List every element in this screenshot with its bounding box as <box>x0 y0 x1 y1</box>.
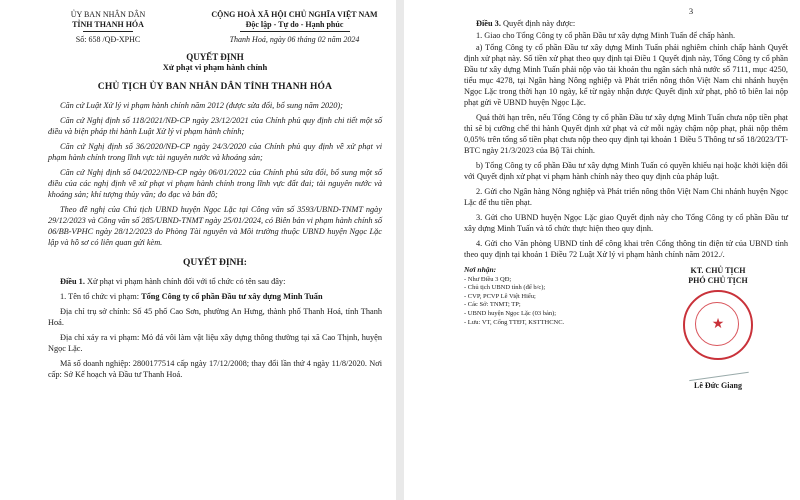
agency-line-2: TỈNH THANH HÓA <box>72 20 144 29</box>
document-header <box>48 10 382 35</box>
authority-heading: CHỦ TỊCH ỦY BAN NHÂN DÂN TỈNH THANH HÓA <box>97 82 333 92</box>
national-motto <box>207 10 382 35</box>
legal-basis-2: Căn cứ Nghị định số 118/2021/NĐ-CP ngày 23/12/2021 của Chính phủ quy định chi tiết một số điều và biện pháp thi hành Luật Xử lý vi phạm hành chính; <box>48 116 382 136</box>
recipient-item: - UBND huyện Ngọc Lặc (03 bản); <box>464 309 557 317</box>
violator-name <box>48 291 382 302</box>
signer-role-2: PHÓ CHỦ TỊCH <box>688 276 748 285</box>
violator-name-value: Tổng Công ty cổ phần Đầu tư xây dựng Minh Tuấn <box>141 292 323 301</box>
recipient-item: - Các Sở: TNMT; TP; <box>464 301 521 309</box>
article-1-heading: Điều 1. <box>60 277 85 286</box>
legal-basis-3: Căn cứ Nghị định số 36/2020/NĐ-CP ngày 24/3/2020 của Chính phủ quy định về xử phạt vi phạm hành chính trong lĩnh vực tài nguyên nước và khoáng sản; <box>48 142 382 162</box>
decision-heading: QUYẾT ĐỊNH: <box>183 258 247 268</box>
place-date: Thanh Hoá, ngày 06 tháng 02 năm 2024 <box>229 35 360 44</box>
article-3-heading: Điều 3. <box>476 19 501 28</box>
official-seal-icon <box>683 290 753 360</box>
recipient-item: - Như Điều 3 QĐ; <box>464 275 512 283</box>
document-title: QUYẾT ĐỊNH <box>186 52 244 62</box>
seal-star-icon: ★ <box>711 317 725 332</box>
agency-line-1: ỦY BAN NHÂN DÂN <box>70 10 146 19</box>
article-3-item-1: 1. Giao cho Tổng Công ty cổ phần Đầu tư xây dựng Minh Tuấn để chấp hành. <box>476 31 736 40</box>
signer-role-1: KT. CHỦ TỊCH <box>690 266 746 275</box>
document-number: Số: 658 /QĐ-XPHC <box>75 35 141 44</box>
issuing-agency <box>48 10 168 35</box>
signer <box>648 266 788 390</box>
recipient-item: - CVP, PCVP Lê Việt Hiếu; <box>464 292 536 300</box>
business-code: Mã số doanh nghiệp: 2800177514 cấp ngày 17/12/2008; thay đổi lần thứ 4 ngày 11/8/2020. Nơi cấp: Sở Kế hoạch và Đầu tư Thanh Hoá. <box>48 359 382 379</box>
article-3-item-1b: b) Tổng Công ty cổ phần Đầu tư xây dựng Minh Tuấn có quyền khiếu nại hoặc khởi kiện đối với Quyết định xử phạt vi phạm hành chính này theo quy định của pháp luật. <box>464 161 788 181</box>
article-1-text: Xử phạt vi phạm hành chính đối với tổ chức có tên sau đây: <box>84 277 286 286</box>
handwritten-signature <box>687 358 749 381</box>
recipient-item: - Chủ tịch UBND tỉnh (để b/c); <box>464 284 546 292</box>
article-1 <box>48 276 382 287</box>
recipients-heading: Nơi nhận: <box>464 265 497 274</box>
article-3-item-1a: a) Tổng Công ty cổ phần Đầu tư xây dựng Minh Tuấn phải nghiêm chỉnh chấp hành Quyết định xử phạt này. Số tiền xử phạt theo quy định tại Điều 1 Quyết định này, Tổng Công ty cổ phần Đầu tư xây dựng Minh Tuấn phải nộp vào tài khoản thu ngân sách nhà nước số 7111, mục 4250, tiểu mục 4278, tại Ngân hàng Nông nghiệp và Phát triển nông thôn Việt Nam chi nhánh huyện Ngọc Lặc trong thời hạn 10 ngày, kể từ ngày nhận được Quyết định xử phạt, phô tô biên lai nộp phạt gửi về UBND huyện Ngọc Lặc. <box>464 43 788 107</box>
motto-underline <box>240 31 350 32</box>
violator-name-label: 1. Tên tổ chức vi phạm: <box>60 292 142 301</box>
signer-name: Lê Đức Giang <box>694 381 742 390</box>
article-3-item-4: 4. Gửi cho Văn phòng UBND tỉnh để công khai trên Cổng thông tin điện tử của UBND tỉnh theo quy định tại khoản 1 Điều 72 Luật Xử lý vi phạm hành chính năm 2012./. <box>464 239 788 259</box>
violation-place: Địa chỉ xảy ra vi phạm: Mỏ đá vôi làm vật liệu xây dựng thông thường tại xã Cao Thịnh, huyện Ngọc Lặc. <box>48 333 382 353</box>
article-3-item-3: 3. Gửi cho UBND huyện Ngọc Lặc giao Quyết định này cho Tổng Công ty cổ phần Đầu tư xây dựng Minh Tuấn và tổ chức thực hiện theo quy định. <box>464 213 788 233</box>
article-3-text: Quyết định này được: <box>500 19 576 28</box>
article-3-item-1a-continued: Quá thời hạn trên, nếu Tổng Công ty cổ phần Đầu tư xây dựng Minh Tuấn chưa nộp tiền phạt thì sẽ bị cưỡng chế thi hành Quyết định xử phạt và cứ mỗi ngày chậm nộp phạt, phải nộp thêm 0,05% trên tổng số tiền phạt chưa nộp theo quy định tại khoản 1 Điều 5 Thông tư số 18/2023/TT-BTC ngày 21/3/2023 của Bộ Tài chính. <box>464 113 788 155</box>
recipient-item: - Lưu: VT, Cổng TTĐT, KSTTHCNC. <box>464 318 565 326</box>
legal-basis-1: Căn cứ Luật Xử lý vi phạm hành chính năm 2012 (được sửa đổi, bổ sung năm 2020); <box>60 101 343 110</box>
document-page-1 <box>0 0 396 500</box>
recipients-list <box>464 266 614 390</box>
number-date-row <box>48 35 382 44</box>
violator-address: Địa chỉ trụ sở chính: Số 45 phố Cao Sơn, phường An Hưng, thành phố Thanh Hoá, tỉnh Thanh Hoá. <box>48 307 382 327</box>
page-number: 3 <box>688 6 694 16</box>
agency-underline <box>83 31 133 32</box>
document-page-3 <box>404 0 800 500</box>
nation-line-2: Độc lập - Tự do - Hạnh phúc <box>245 20 344 29</box>
legal-basis-4: Căn cứ Nghị định số 04/2022/NĐ-CP ngày 06/01/2022 của Chính phủ sửa đổi, bổ sung một số điều của các nghị định về xử phạt vi phạm hành chính trong lĩnh vực đất đai; tài nguyên nước và khoáng sản; khí tượng thủy văn; đo đạc và bản đồ; <box>48 168 382 199</box>
article-3 <box>464 18 788 29</box>
document-subtitle: Xử phạt vi phạm hành chính <box>162 62 268 72</box>
nation-line-1: CỘNG HOÀ XÃ HỘI CHỦ NGHĨA VIỆT NAM <box>211 10 378 19</box>
article-3-item-2: 2. Gửi cho Ngân hàng Nông nghiệp và Phát triển nông thôn Việt Nam Chi nhánh huyện Ngọc Lặc để thu tiền phạt. <box>464 187 788 207</box>
legal-basis-5: Theo đề nghị của Chủ tịch UBND huyện Ngọc Lặc tại Công văn số 3593/UBND-TNMT ngày 29/12/2023 và Công văn số 285/UBND-TNMT ngày 25/01/2024, có Biên bản vi phạm hành chính số 06/BB-VPHC ngày 28/12/2023 do Phòng Tài nguyên và Môi trường thuộc UBND huyện Ngọc Lặc lập và hồ sơ có liên quan gửi kèm. <box>48 205 383 247</box>
signature-block <box>464 266 788 390</box>
